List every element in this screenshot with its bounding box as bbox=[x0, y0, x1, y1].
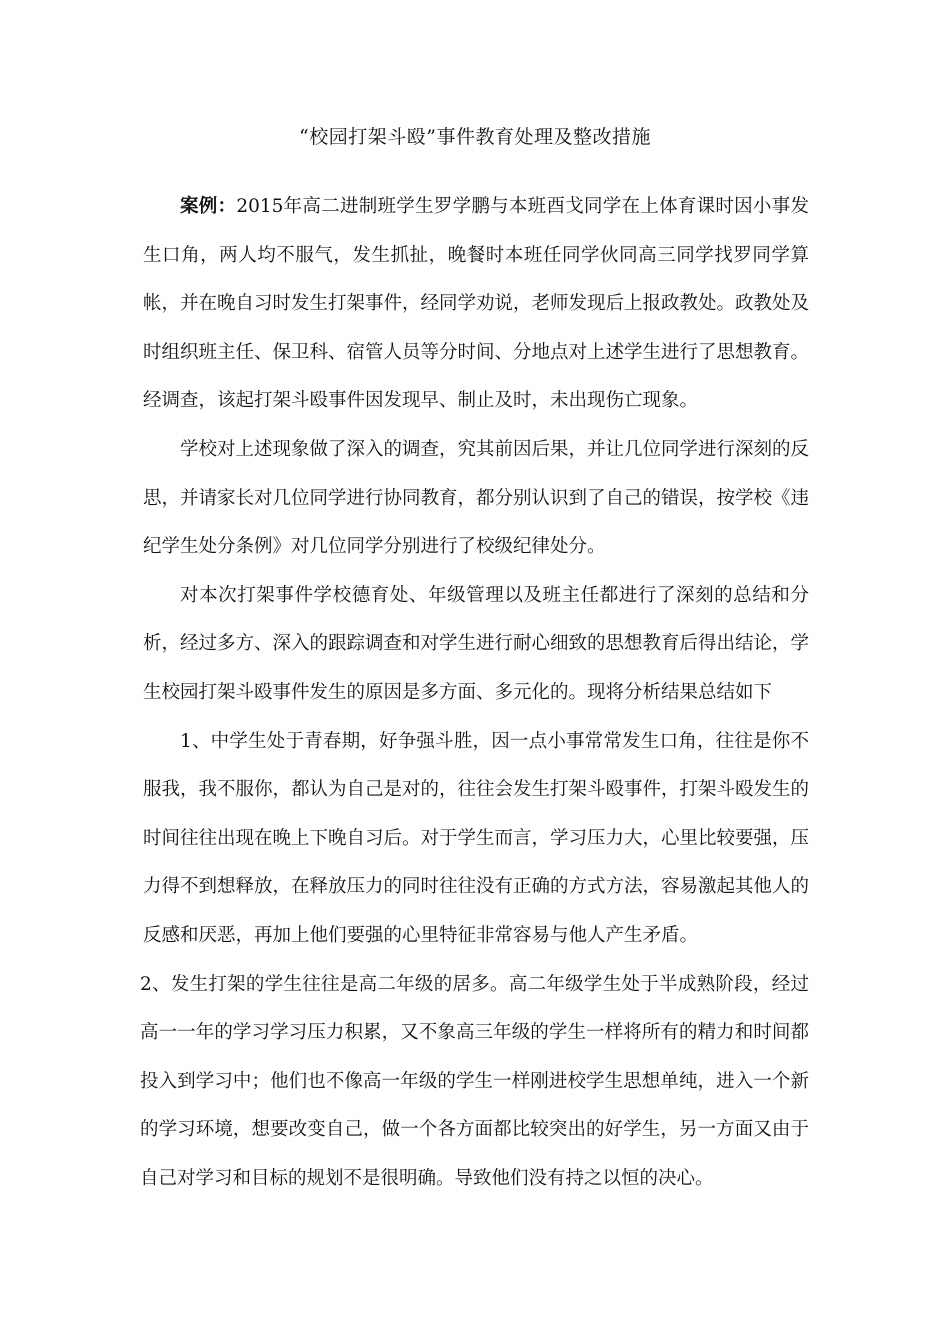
paragraph-reason-2: 2、发生打架的学生往往是高二年级的居多。高二年级学生处于半成熟阶段，经过高一一年的学习学习压力积累，又不象高三年级的学生一样将所有的精力和时间都投入到学习中；他们也不像高一年级的学生一样刚进校学生思想单纯，进入一个新的学习环境，想要改变自己，做一个各方面都比较突出的好学生，另一方面又由于自己对学习和目标的规划不是很明确。导致他们没有持之以恒的决心。 bbox=[140, 973, 809, 1189]
paragraph-case-text: 2015年高二进制班学生罗学鹏与本班酉戈同学在上体育课时因小事发生口角，两人均不服气，发生抓扯，晚餐时本班任同学伙同高三同学找罗同学算帐，并在晚自习时发生打架事件，经同学劝说，老师发现后上报政教处。政教处及时组织班主任、保卫科、宿管人员等分时间、分地点对上述学生进行了思想教育。经调查，该起打架斗殴事件因发现早、制止及时，未出现伤亡现象。 bbox=[143, 196, 810, 412]
document-title: “校园打架斗殴”事件教育处理及整改措施 bbox=[299, 126, 651, 148]
paragraph-investigation: 学校对上述现象做了深入的调查，究其前因后果，并让几位同学进行深刻的反思，并请家长对几位同学进行协同教育，都分别认识到了自己的错误，按学校《违纪学生处分条例》对几位同学分别进行了校级纪律处分。 bbox=[143, 438, 810, 558]
document-body bbox=[140, 183, 810, 1203]
paragraph-analysis: 对本次打架事件学校德育处、年级管理以及班主任都进行了深刻的总结和分析，经过多方、深入的跟踪调查和对学生进行耐心细致的思想教育后得出结论，学生校园打架斗殴事件发生的原因是多方面、多元化的。现将分析结果总结如下 bbox=[143, 584, 810, 703]
paragraph-reason-1: 1、中学生处于青春期，好争强斗胜，因一点小事常常发生口角，往往是你不服我，我不服你，都认为自己是对的，往往会发生打架斗殴事件，打架斗殴发生的时间往往出现在晚上下晚自习后。对于学生而言，学习压力大，心里比较要强，压力得不到想释放，在释放压力的同时往往没有正确的方式方法，容易激起其他人的反感和厌恶，再加上他们要强的心里特征非常容易与他人产生矛盾。 bbox=[143, 730, 810, 946]
paragraph-case bbox=[143, 183, 809, 426]
case-label: 案例： bbox=[180, 196, 237, 217]
